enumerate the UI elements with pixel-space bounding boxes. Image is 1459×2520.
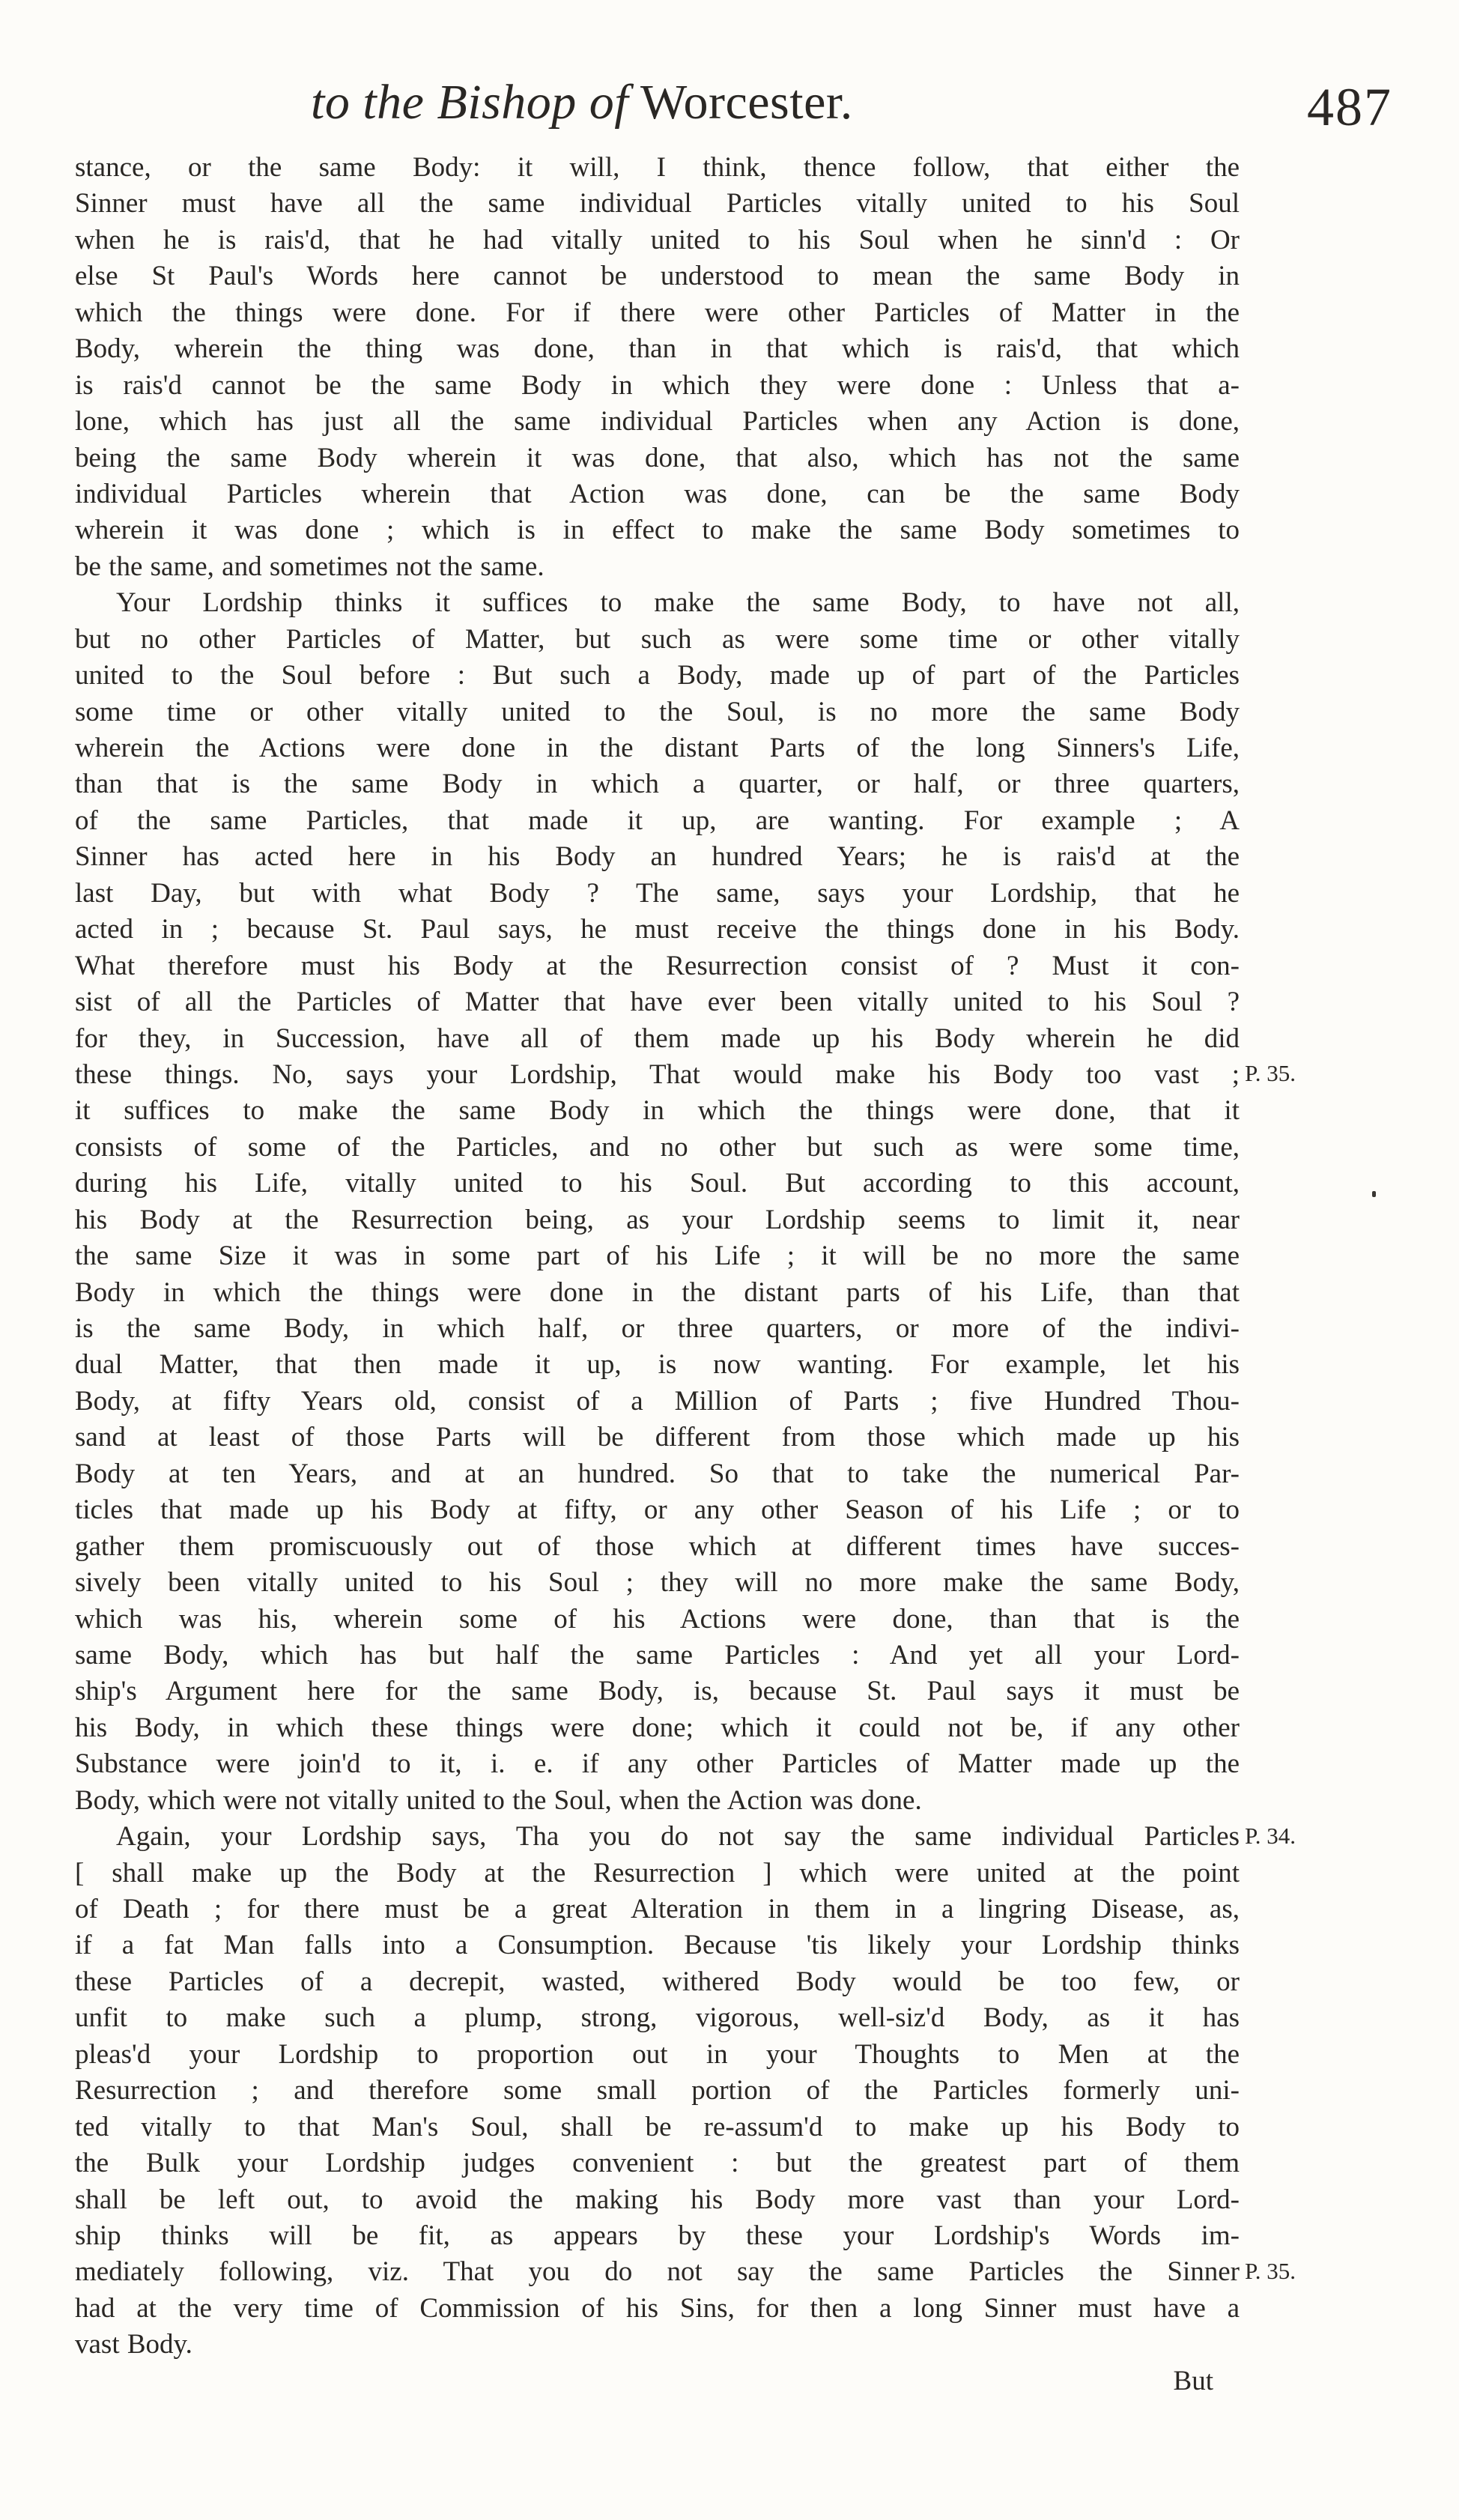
text-line: his Body, in which these things were done; which it could not be, if any other [75,1712,1240,1743]
text-line: ship's Argument here for the same Body, is, because St. Paul says it must be [75,1676,1240,1707]
page-header [0,69,1459,136]
text-line: stance, or the same Body: it will, I think, thence follow, that either the [75,152,1240,183]
margin-page-reference: P. 34. [1245,1822,1296,1849]
text-line: Again, your Lordship says, Tha you do not say the same individual Particles [116,1821,1240,1853]
text-line: when he is rais'd, that he had vitally united to his Soul when he sinn'd : Or [75,224,1240,255]
text-line: Substance were join'd to it, i. e. if any other Particles of Matter made up the [75,1748,1240,1780]
page-number: 487 [1307,77,1392,137]
text-line: which the things were done. For if there were other Particles of Matter in the [75,297,1240,328]
running-title [311,69,853,136]
text-line: is rais'd cannot be the same Body in which they were done : Unless that a- [75,369,1240,401]
running-title-italic: to the Bishop of [311,75,629,130]
text-line: Body at ten Years, and at an hundred. So that to take the numerical Par- [75,1458,1240,1489]
text-line: Sinner must have all the same individual Particles vitally united to his Soul [75,188,1240,219]
text-line: mediately following, viz. That you do not say the same Particles the Sinner [75,2256,1240,2288]
text-line: which was his, wherein some of his Actions were done, than that is the [75,1603,1240,1635]
text-line: wherein the Actions were done in the distant Parts of the long Sinners's Life, [75,733,1240,763]
text-line: Body, which were not vitally united to the Soul, when the Action was done. [75,1784,922,1816]
text-line: [ shall make up the Body at the Resurrection ] which were united at the point [75,1857,1240,1889]
text-line: it suffices to make the same Body in which the things were done, that it [75,1095,1240,1127]
text-line: unfit to make such a plump, strong, vigorous, well-siz'd Body, as it has [75,2002,1240,2034]
body-text [75,150,1240,2399]
text-line: these things. No, says your Lordship, That would make his Body too vast ; [75,1058,1240,1090]
text-line: last Day, but with what Body ? The same, says your Lordship, that he [75,877,1240,909]
text-line: sist of all the Particles of Matter that have ever been vitally united to his Soul ? [75,987,1240,1018]
margin-page-reference: P. 35. [1245,1060,1296,1087]
margin-page-reference: P. 35. [1245,2258,1296,2285]
ink-speck [1372,1191,1376,1197]
text-line: Body, at fifty Years old, consist of a Million of Parts ; five Hundred Thou- [75,1385,1240,1417]
text-line: acted in ; because St. Paul says, he must receive the things done in his Body. [75,914,1240,945]
text-line: ticles that made up his Body at fifty, or any other Season of his Life ; or to [75,1494,1240,1526]
text-line: be the same, and sometimes not the same. [75,551,545,582]
text-line: some time or other vitally united to the Soul, is no more the same Body [75,696,1240,727]
text-line: gather them promiscuously out of those which at different times have succes- [75,1530,1240,1562]
text-line: if a fat Man falls into a Consumption. Because 'tis likely your Lordship thinks [75,1930,1240,1961]
text-line: shall be left out, to avoid the making his Body more vast than your Lord- [75,2184,1240,2215]
text-line: of the same Particles, that made it up, are wanting. For example ; A [75,805,1240,836]
text-line: ted vitally to that Man's Soul, shall be re-assum'd to make up his Body to [75,2111,1240,2142]
text-line: of Death ; for there must be a great Alteration in them in a lingring Disease, as, [75,1894,1240,1924]
text-line: for they, in Succession, have all of them made up his Body wherein he did [75,1023,1240,1054]
text-line: vast Body. [75,2329,192,2360]
text-line: his Body at the Resurrection being, as your Lordship seems to limit it, near [75,1204,1240,1235]
catchword: But [1173,2365,1213,2396]
text-line: Resurrection ; and therefore some small portion of the Particles formerly uni- [75,2075,1240,2106]
text-line: but no other Particles of Matter, but such as were some time or other vitally [75,623,1240,655]
text-line: Sinner has acted here in his Body an hundred Years; he is rais'd at the [75,841,1240,873]
text-line: being the same Body wherein it was done, that also, which has not the same [75,442,1240,473]
text-line: than that is the same Body in which a quarter, or half, or three quarters, [75,769,1240,800]
text-line: ship thinks will be fit, as appears by these your Lordship's Words im- [75,2220,1240,2251]
text-line: had at the very time of Commission of his Sins, for then a long Sinner must have a [75,2292,1240,2324]
text-line: dual Matter, that then made it up, is now wanting. For example, let his [75,1349,1240,1381]
text-line: the same Size it was in some part of his Life ; it will be no more the same [75,1241,1240,1272]
text-line: pleas'd your Lordship to proportion out in your Thoughts to Men at the [75,2038,1240,2070]
text-line: is the same Body, in which half, or three quarters, or more of the indivi- [75,1313,1240,1344]
text-line: the Bulk your Lordship judges convenient : but the greatest part of them [75,2148,1240,2179]
running-title-roman: Worcester. [640,75,853,130]
text-line: individual Particles wherein that Action was done, can be the same Body [75,478,1240,509]
text-line: Body in which the things were done in the distant parts of his Life, than that [75,1276,1240,1308]
text-line: lone, which has just all the same individual Particles when any Action is done, [75,406,1240,437]
text-line: sand at least of those Parts will be different from those which made up his [75,1422,1240,1453]
text-line: consists of some of the Particles, and no other but such as were some time, [75,1131,1240,1163]
text-line: What therefore must his Body at the Resurrection consist of ? Must it con- [75,950,1240,981]
text-line: during his Life, vitally united to his Soul. But according to this account, [75,1168,1240,1199]
text-line: these Particles of a decrepit, wasted, withered Body would be too few, or [75,1966,1240,1997]
text-line: else St Paul's Words here cannot be understood to mean the same Body in [75,261,1240,292]
text-line: same Body, which has but half the same Particles : And yet all your Lord- [75,1639,1240,1671]
text-line: Body, wherein the thing was done, than in that which is rais'd, that which [75,333,1240,365]
text-line: sively been vitally united to his Soul ; they will no more make the same Body, [75,1567,1240,1599]
text-line: united to the Soul before : But such a Body, made up of part of the Particles [75,660,1240,691]
text-line: wherein it was done ; which is in effect to make the same Body sometimes to [75,515,1240,546]
text-line: Your Lordship thinks it suffices to make the same Body, to have not all, [116,587,1240,619]
